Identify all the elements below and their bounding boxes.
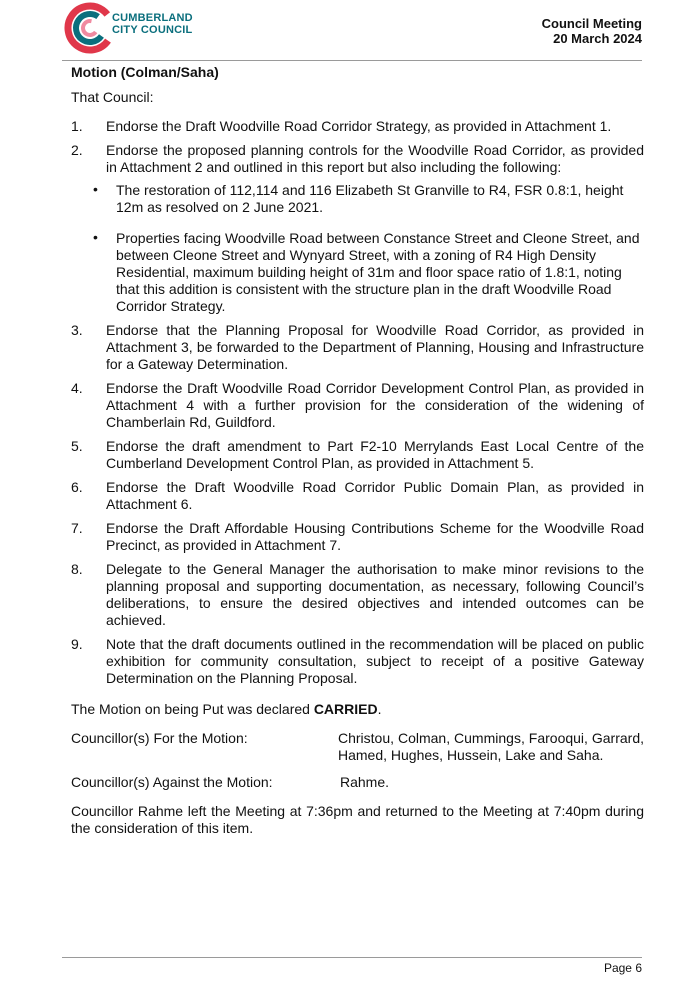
minutes-body (71, 64, 644, 837)
vote-against (71, 774, 644, 791)
vote-for-names: Christou, Colman, Cummings, Farooqui, Garrard, Hamed, Hughes, Hussein, Lake and Saha. (338, 730, 644, 763)
resolution-item (71, 561, 644, 629)
motion-heading: Motion (Colman/Saha) (71, 64, 219, 80)
bullet-text: Properties facing Woodville Road between Constance Street and Cleone Street, and between Cleone Street and Wynyard Street, with a zoning of R4 High Density Residential, maximum building height of 31m and floor space ratio of 1.8:1, noting that this addition is consistent with the structure plan in the draft Woodville Road Corridor Strategy. (116, 230, 640, 314)
meeting-info (542, 16, 642, 46)
resolution-item (71, 322, 644, 373)
item-text: Note that the draft documents outlined in the recommendation will be placed on public exhibition for community consultation, subject to receipt of a positive Gateway Determination on the Planning Proposal. (106, 636, 644, 686)
item-number: 7. (71, 520, 83, 536)
item-number: 2. (71, 142, 83, 158)
item-text: Endorse that the Planning Proposal for Woodville Road Corridor, as provided in Attachment 3, be forwarded to the Department of Planning, Housing and Infrastructure for a Gateway Determination. (106, 322, 644, 372)
item-number: 6. (71, 479, 83, 495)
item-text: Endorse the Draft Woodville Road Corridor Public Domain Plan, as provided in Attachment 6. (106, 479, 644, 512)
resolution-item (71, 479, 644, 513)
org-name-line1: CUMBERLAND (112, 12, 193, 24)
page-header (62, 0, 644, 62)
org-name-line2: CITY COUNCIL (112, 24, 193, 36)
bullet-icon: • (93, 229, 98, 245)
item-text: Endorse the draft amendment to Part F2-10 Merrylands East Local Centre of the Cumberland Development Control Plan, as provided in Attachment 5. (106, 438, 644, 471)
resolution-item (71, 520, 644, 554)
page-number: Page 6 (603, 961, 642, 975)
vote-against-names: Rahme. (340, 774, 390, 790)
item-number: 4. (71, 380, 83, 396)
item-number: 3. (71, 322, 83, 338)
item-text: Endorse the proposed planning controls for the Woodville Road Corridor, as provided in Attachment 2 and outlined in this report but also including the following: (106, 142, 644, 175)
org-name (112, 12, 193, 36)
resolution-item (71, 438, 644, 472)
item-number: 1. (71, 118, 83, 134)
result-prefix: The Motion on being Put was declared (71, 701, 314, 717)
bullet-item (93, 229, 644, 315)
attendance-note: Councillor Rahme left the Meeting at 7:36pm and returned to the Meeting at 7:40pm during the consideration of this item. (71, 803, 644, 836)
resolution-item (71, 118, 644, 135)
resolution-item (71, 380, 644, 431)
item-number: 5. (71, 438, 83, 454)
item-text: Endorse the Draft Woodville Road Corridor Strategy, as provided in Attachment 1. (106, 118, 612, 134)
meeting-title: Council Meeting (541, 16, 642, 31)
vote-against-label: Councillor(s) Against the Motion: (71, 774, 273, 790)
result-suffix: . (377, 701, 382, 717)
item-number: 9. (71, 636, 83, 652)
bullet-item (93, 181, 644, 216)
resolution-item (71, 142, 644, 315)
vote-for (71, 730, 644, 764)
result-outcome: CARRIED (313, 701, 378, 717)
item-number: 8. (71, 561, 83, 577)
motion-intro: That Council: (71, 89, 154, 105)
resolution-list (71, 118, 644, 687)
motion-result (71, 701, 644, 718)
vote-for-label: Councillor(s) For the Motion: (71, 730, 248, 746)
bullet-list (93, 181, 644, 315)
footer-divider (62, 957, 642, 958)
item-text: Endorse the Draft Affordable Housing Contributions Scheme for the Woodville Road Precinct, as provided in Attachment 7. (106, 520, 644, 553)
item-text: Endorse the Draft Woodville Road Corridor Development Control Plan, as provided in Attachment 4 with a further provision for the consideration of the widening of Chamberlain Rd, Guildford. (106, 380, 644, 430)
cumberland-logo-icon (64, 2, 116, 54)
meeting-date: 20 March 2024 (553, 31, 642, 46)
bullet-text: The restoration of 112,114 and 116 Elizabeth St Granville to R4, FSR 0.8:1, height 12m as resolved on 2 June 2021. (116, 182, 624, 215)
bullet-icon: • (93, 181, 98, 197)
item-text: Delegate to the General Manager the authorisation to make minor revisions to the planning proposal and supporting documentation, as necessary, following Council’s deliberations, to ensure the desired objectives and intended outcomes can be achieved. (106, 561, 644, 628)
resolution-item (71, 636, 644, 687)
header-divider (62, 60, 642, 61)
